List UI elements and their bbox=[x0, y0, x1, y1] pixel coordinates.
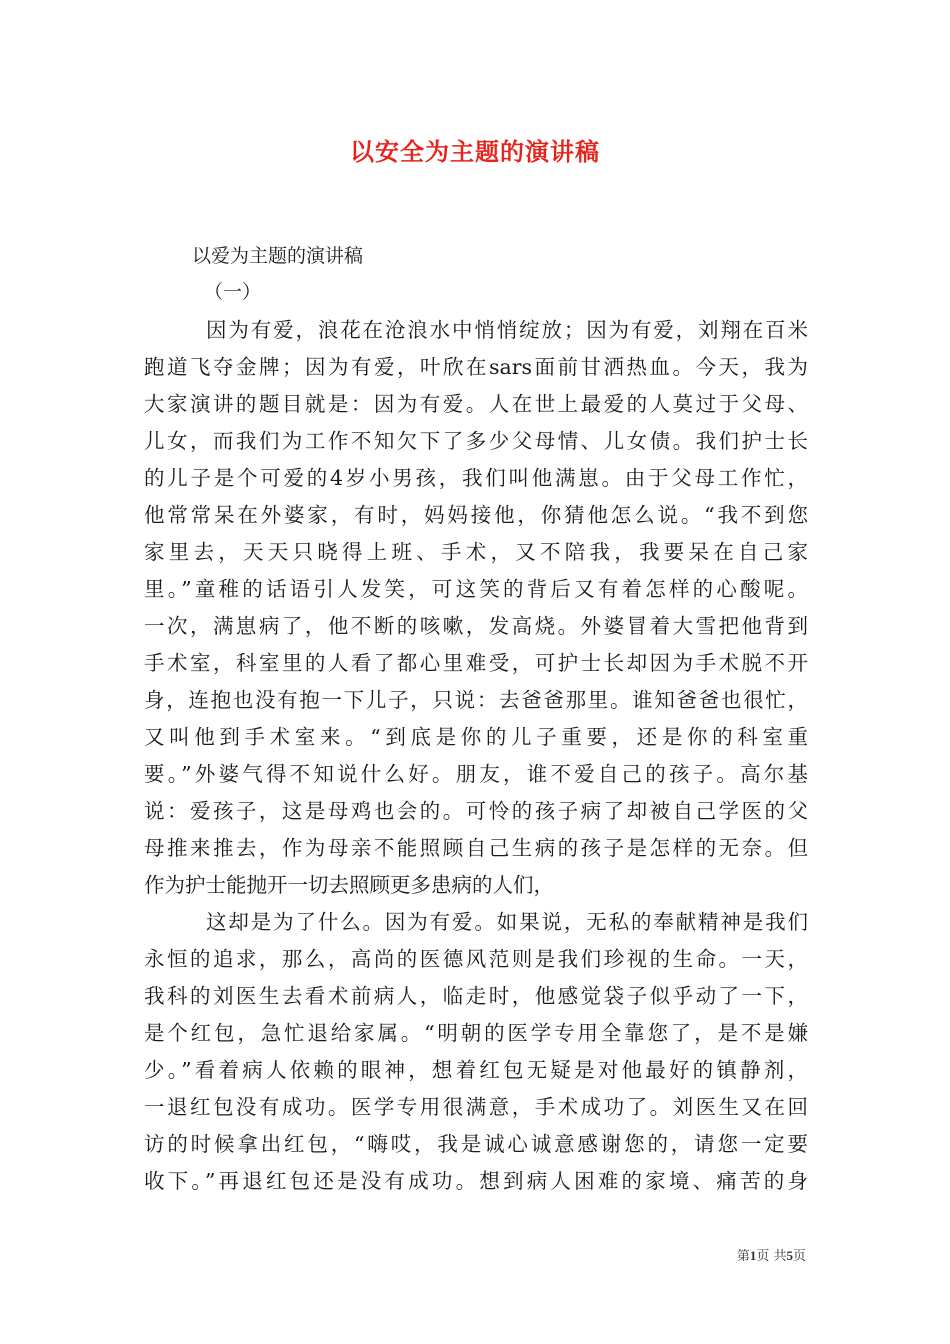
paragraph-line: 他常常呆在外婆家，有时，妈妈接他，你猜他怎么说。“我不到您 bbox=[144, 503, 808, 527]
paragraph-line: 里。”童稚的话语引人发笑，可这笑的背后又有着怎样的心酸呢。 bbox=[144, 577, 808, 601]
footer-prefix: 第 bbox=[736, 1249, 750, 1264]
paragraph-line: 的儿子是个可爱的4岁小男孩，我们叫他满崽。由于父母工作忙， bbox=[144, 466, 808, 490]
paragraph-line: 作为护士能抛开一切去照顾更多患病的人们， bbox=[144, 873, 554, 897]
paragraph-line: 又叫他到手术室来。“到底是你的儿子重要，还是你的科室重 bbox=[144, 725, 808, 749]
paragraph-line: 跑道飞夺金牌；因为有爱，叶欣在sars面前甘洒热血。今天，我为 bbox=[144, 355, 808, 379]
page-title: 以安全为主题的演讲稿 bbox=[350, 137, 600, 166]
paragraph-line: 身，连抱也没有抱一下儿子，只说：去爸爸那里。谁知爸爸也很忙， bbox=[144, 688, 808, 712]
paragraph-1 bbox=[144, 312, 808, 904]
paragraph-line: 少。”看着病人依赖的眼神，想着红包无疑是对他最好的镇静剂， bbox=[144, 1058, 808, 1082]
section-marker: （一） bbox=[204, 281, 262, 303]
paragraph-2 bbox=[144, 904, 808, 1200]
paragraph-line: 家里去，天天只晓得上班、手术，又不陪我，我要呆在自己家 bbox=[144, 540, 808, 564]
paragraph-line: 一次，满崽病了，他不断的咳嗽，发高烧。外婆冒着大雪把他背到 bbox=[144, 614, 808, 638]
paragraph-line: 永恒的追求，那么，高尚的医德风范则是我们珍视的生命。一天， bbox=[144, 947, 808, 971]
document-subtitle: 以爱为主题的演讲稿 bbox=[192, 245, 364, 267]
paragraph-line: 访的时候拿出红包，“嗨哎，我是诚心诚意感谢您的，请您一定要 bbox=[144, 1132, 808, 1156]
paragraph-line: 母推来推去，作为母亲不能照顾自己生病的孩子是怎样的无奈。但 bbox=[144, 836, 808, 860]
paragraph-line: 大家演讲的题目就是：因为有爱。人在世上最爱的人莫过于父母、 bbox=[144, 392, 808, 416]
paragraph-line: 是个红包，急忙退给家属。“明朝的医学专用全靠您了，是不是嫌 bbox=[144, 1021, 808, 1045]
paragraph-line: 一退红包没有成功。医学专用很满意，手术成功了。刘医生又在回 bbox=[144, 1095, 808, 1119]
paragraph-line: 我科的刘医生去看术前病人，临走时，他感觉袋子似乎动了一下， bbox=[144, 984, 808, 1008]
footer-middle: 页 共 bbox=[756, 1249, 787, 1264]
paragraph-line: 手术室，科室里的人看了都心里难受，可护士长却因为手术脱不开 bbox=[144, 651, 808, 675]
total-page-count: 5 bbox=[786, 1248, 793, 1263]
paragraph-line: 这却是为了什么。因为有爱。如果说，无私的奉献精神是我们 bbox=[206, 910, 808, 934]
current-page-number: 1 bbox=[749, 1248, 757, 1263]
paragraph-line: 说：爱孩子，这是母鸡也会的。可怜的孩子病了却被自己学医的父 bbox=[144, 799, 808, 823]
page-footer bbox=[737, 1245, 806, 1264]
paragraph-line: 儿女，而我们为工作不知欠下了多少父母情、儿女债。我们护士长 bbox=[144, 429, 808, 453]
document-body bbox=[144, 238, 808, 1200]
paragraph-line: 要。”外婆气得不知说什么好。朋友，谁不爱自己的孩子。高尔基 bbox=[144, 762, 808, 786]
footer-suffix: 页 bbox=[792, 1249, 806, 1264]
paragraph-line: 收下。”再退红包还是没有成功。想到病人困难的家境、痛苦的身 bbox=[144, 1169, 808, 1193]
paragraph-line: 因为有爱，浪花在沧浪水中悄悄绽放；因为有爱，刘翔在百米 bbox=[206, 318, 808, 342]
